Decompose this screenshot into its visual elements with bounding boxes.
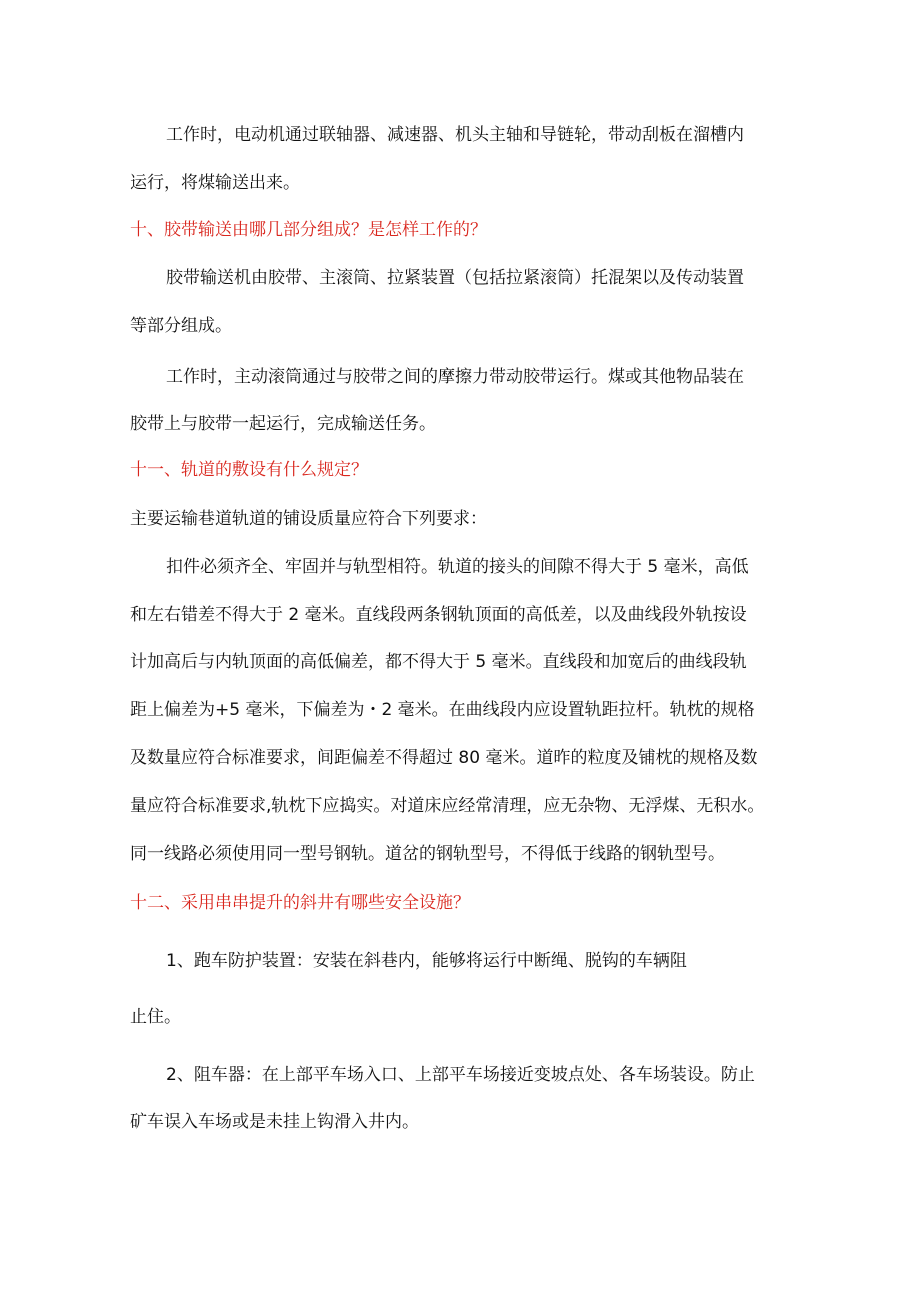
paragraph-line: 止住。 xyxy=(130,1007,181,1027)
paragraph-line: 工作时，电动机通过联轴器、减速器、机头主轴和导链轮，带动刮板在溜槽内 xyxy=(166,125,744,145)
paragraph-line: 运行，将煤输送出来。 xyxy=(130,173,300,193)
section-heading-11: 十一、轨道的敷设有什么规定？ xyxy=(130,460,368,480)
paragraph-line: 2、阻车器：在上部平车场入口、上部平车场接近变坡点处、各车场装设。防止 xyxy=(166,1065,755,1085)
section-heading-12: 十二、采用串串提升的斜井有哪些安全设施？ xyxy=(130,893,470,913)
paragraph-line: 同一线路必须使用同一型号钢轨。道岔的钢轨型号，不得低于线路的钢轨型号。 xyxy=(130,844,725,864)
paragraph-line: 及数量应符合标准要求，间距偏差不得超过 80 毫米。道昨的粒度及铺枕的规格及数 xyxy=(130,748,758,768)
paragraph-line: 胶带上与胶带一起运行，完成输送任务。 xyxy=(130,414,436,434)
paragraph-line: 工作时，主动滚筒通过与胶带之间的摩擦力带动胶带运行。煤或其他物品装在 xyxy=(166,367,744,387)
paragraph-line: 量应符合标准要求,轨枕下应捣实。对道床应经常清理，应无杂物、无浮煤、无积水。 xyxy=(130,796,765,816)
paragraph-line: 等部分组成。 xyxy=(130,316,232,336)
paragraph-line: 距上偏差为+5 毫米，下偏差为・2 毫米。在曲线段内应设置轨距拉杆。轨枕的规格 xyxy=(130,700,755,720)
paragraph-line: 矿车误入车场或是未挂上钩滑入井内。 xyxy=(130,1112,419,1132)
paragraph-line: 计加高后与内轨顶面的高低偏差，都不得大于 5 毫米。直线段和加宽后的曲线段轨 xyxy=(130,652,747,672)
paragraph-line: 主要运输巷道轨道的铺设质量应符合下列要求： xyxy=(130,509,487,529)
paragraph-line: 和左右错差不得大于 2 毫米。直线段两条钢轨顶面的高低差，以及曲线段外轨按设 xyxy=(130,605,747,625)
paragraph-line: 1、跑车防护装置：安装在斜巷内，能够将运行中断绳、脱钩的车辆阻 xyxy=(166,951,687,971)
paragraph-line: 胶带输送机由胶带、主滚筒、拉紧装置（包括拉紧滚筒）托混架以及传动装置 xyxy=(166,268,744,288)
section-heading-10: 十、胶带输送由哪几部分组成？是怎样工作的？ xyxy=(130,220,487,240)
paragraph-line: 扣件必须齐全、牢固并与轨型相符。轨道的接头的间隙不得大于 5 毫米，高低 xyxy=(166,557,749,577)
